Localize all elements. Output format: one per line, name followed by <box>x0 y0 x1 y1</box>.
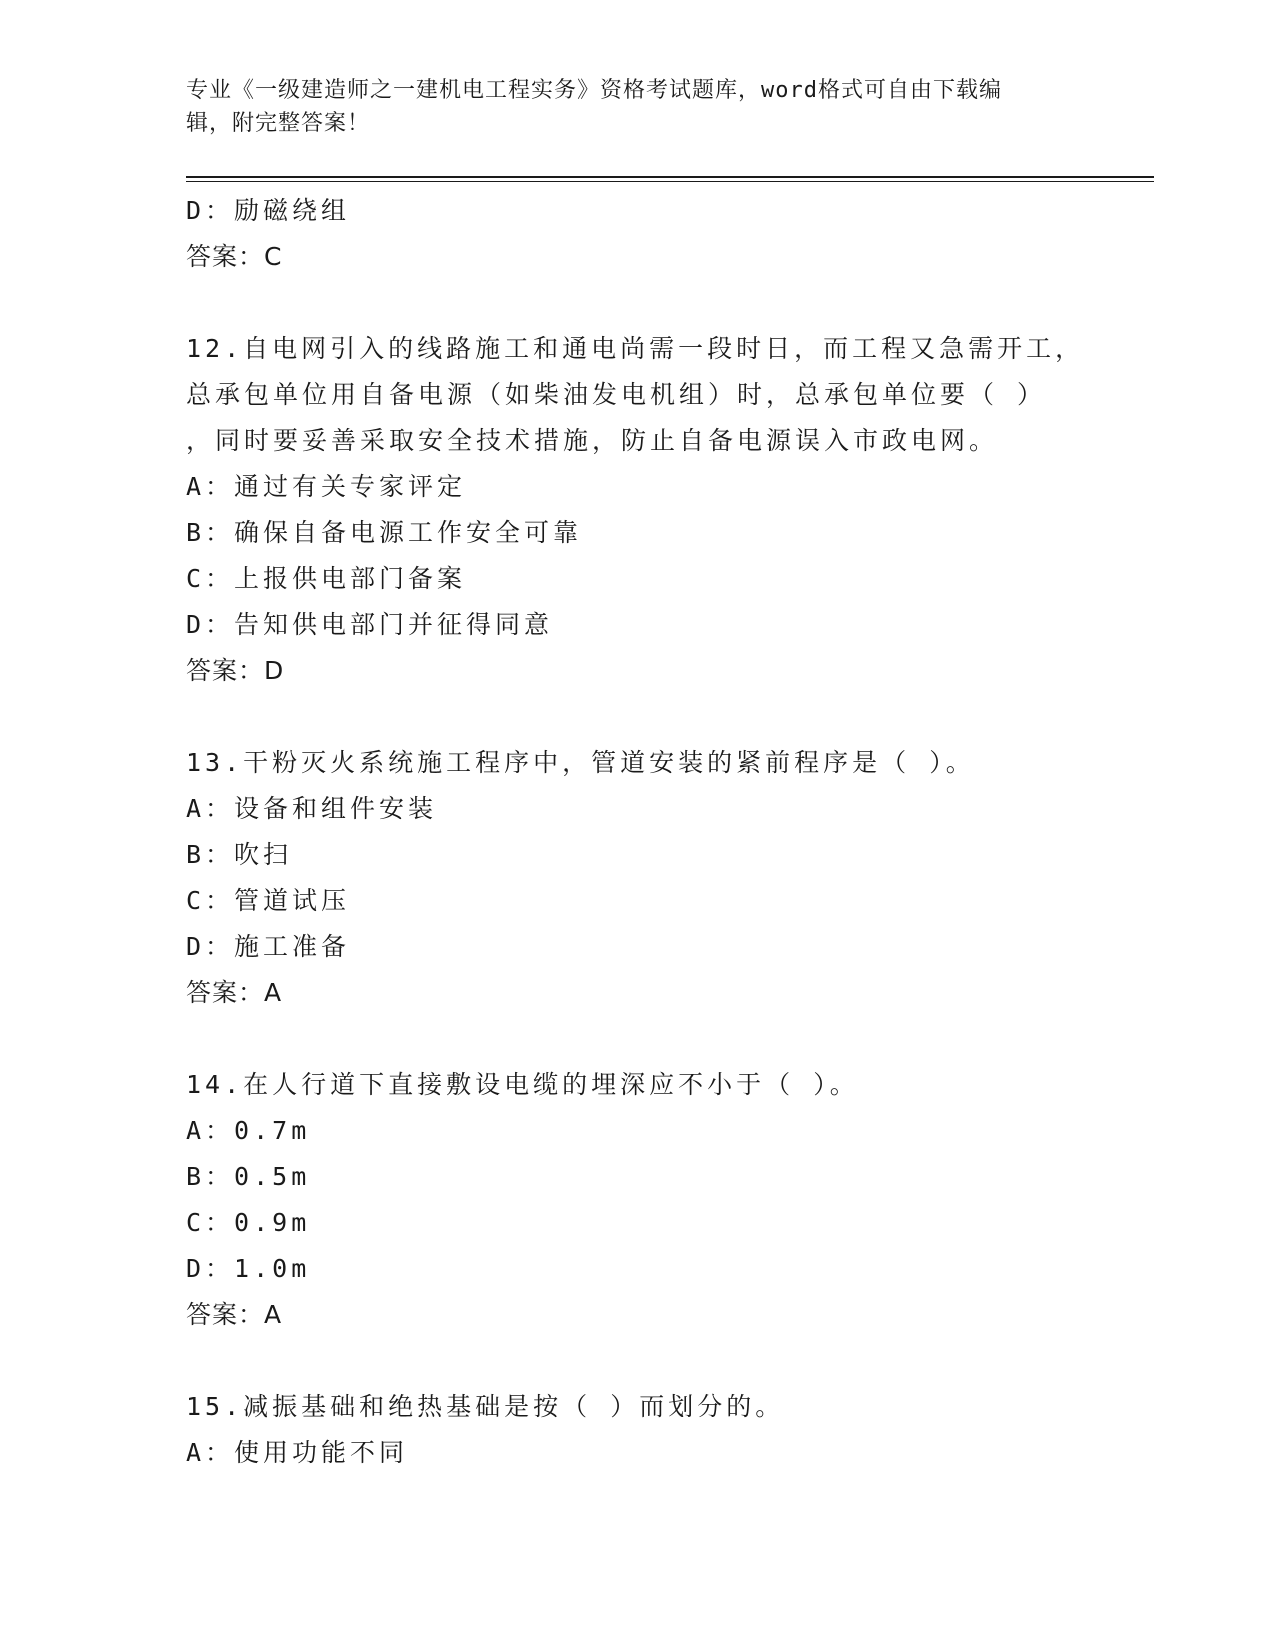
question-text-line: 15.减振基础和绝热基础是按（ ）而划分的。 <box>186 1392 785 1421</box>
header-divider-thick <box>186 176 1154 178</box>
question-text-line: ，同时要妥善采取安全技术措施，防止自备电源误入市政电网。 <box>186 426 999 455</box>
spacer <box>186 1338 1086 1384</box>
question-12 <box>186 326 1086 694</box>
option-d: D：1.0m <box>186 1254 311 1283</box>
question-text-line: 12.自电网引入的线路施工和通电尚需一段时日，而工程又急需开工， <box>186 334 1085 363</box>
header-divider-thin <box>186 181 1154 182</box>
answer: 答案：C <box>186 242 283 271</box>
option-b: B：0.5m <box>186 1162 311 1191</box>
question-text-line: 总承包单位用自备电源（如柴油发电机组）时，总承包单位要（ ） <box>186 380 1047 409</box>
spacer <box>186 280 1086 326</box>
question-15 <box>186 1384 1086 1476</box>
spacer <box>186 1016 1086 1062</box>
option-c: C：上报供电部门备案 <box>186 564 467 593</box>
question-13 <box>186 740 1086 1016</box>
option-d: D：施工准备 <box>186 932 351 961</box>
option-c: C：0.9m <box>186 1208 311 1237</box>
question-text-line: 13.干粉灭火系统施工程序中，管道安装的紧前程序是（ ）。 <box>186 748 975 777</box>
option-a: A：0.7m <box>186 1116 311 1145</box>
option-a: A：使用功能不同 <box>186 1438 409 1467</box>
answer: 答案：A <box>186 1300 283 1329</box>
option-c: C：管道试压 <box>186 886 351 915</box>
answer: 答案：D <box>186 656 285 685</box>
spacer <box>186 694 1086 740</box>
document-header <box>186 74 1066 140</box>
option-d: D：告知供电部门并征得同意 <box>186 610 554 639</box>
option-b: B：吹扫 <box>186 840 293 869</box>
question-text-line: 14.在人行道下直接敷设电缆的埋深应不小于（ ）。 <box>186 1070 859 1099</box>
option-a: A：设备和组件安装 <box>186 794 438 823</box>
header-line-1: 专业《一级建造师之一建机电工程实务》资格考试题库，word格式可自由下载编 <box>186 78 1002 103</box>
prev-question-tail <box>186 188 1086 280</box>
answer: 答案：A <box>186 978 283 1007</box>
option-a: A：通过有关专家评定 <box>186 472 467 501</box>
question-list <box>186 188 1086 1476</box>
option-d: D：励磁绕组 <box>186 196 351 225</box>
header-line-2: 辑，附完整答案！ <box>186 111 371 136</box>
option-b: B：确保自备电源工作安全可靠 <box>186 518 583 547</box>
question-14 <box>186 1062 1086 1338</box>
